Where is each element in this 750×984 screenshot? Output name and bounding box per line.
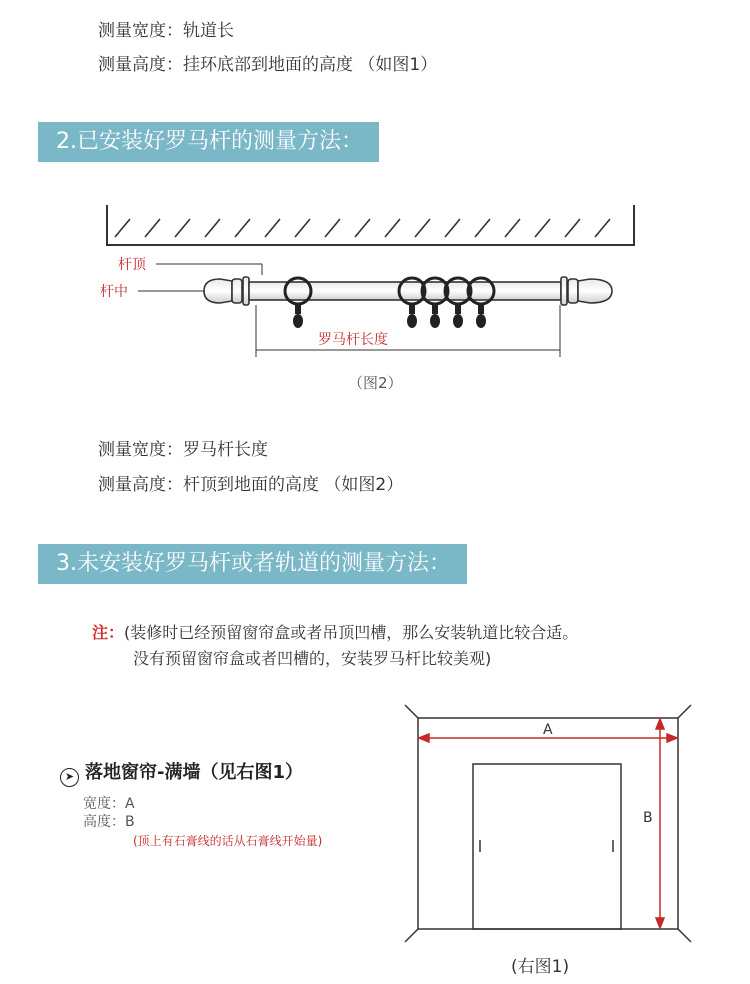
label-a: A bbox=[543, 722, 553, 738]
section-3-title: 3.未安装好罗马杆或者轨道的测量方法： bbox=[38, 544, 467, 584]
floor-curtain-item bbox=[60, 758, 303, 787]
ceiling-box bbox=[107, 205, 634, 245]
rod-length-label: 罗马杆长度 bbox=[318, 332, 388, 348]
rod-diagram bbox=[0, 195, 750, 405]
note-label: 注： bbox=[92, 623, 125, 642]
note-line-1: (装修时已经预留窗帘盒或者吊顶凹槽，那么安装轨道比较合适。 bbox=[124, 623, 579, 642]
dimension-b bbox=[656, 719, 664, 928]
label-rod-top: 杆顶 bbox=[118, 257, 146, 273]
note-block bbox=[92, 620, 578, 643]
wall-outline bbox=[418, 718, 678, 929]
figure-1-caption: (右图1) bbox=[511, 957, 570, 977]
ring-clips bbox=[293, 304, 486, 328]
width-a-line: 宽度：A bbox=[83, 796, 135, 812]
height-b-line: 高度：B bbox=[83, 814, 135, 830]
section-2-title: 2.已安装好罗马杆的测量方法： bbox=[38, 122, 379, 162]
label-b: B bbox=[643, 810, 653, 826]
measure-width-line-1: 测量宽度：轨道长 bbox=[98, 21, 234, 41]
label-rod-middle: 杆中 bbox=[100, 284, 128, 300]
curtain-rod bbox=[204, 277, 612, 305]
figure-2-caption: （图2） bbox=[348, 374, 403, 392]
right-arrow-circle-icon: ➤ bbox=[60, 768, 79, 787]
window-opening bbox=[473, 764, 621, 929]
floor-curtain-title: 落地窗帘-满墙（见右图1） bbox=[85, 762, 303, 783]
rod-length-dimension bbox=[256, 305, 560, 357]
measure-width-line-2: 测量宽度：罗马杆长度 bbox=[98, 440, 268, 460]
measure-height-line-1: 测量高度：挂环底部到地面的高度 （如图1） bbox=[98, 55, 438, 75]
plaster-line-hint: (顶上有石膏线的话从石膏线开始量) bbox=[133, 834, 323, 848]
wall-figure bbox=[395, 695, 705, 984]
measure-height-line-2: 测量高度：杆顶到地面的高度 （如图2） bbox=[98, 475, 404, 495]
note-line-2: 没有预留窗帘盒或者凹槽的，安装罗马杆比较美观) bbox=[133, 649, 492, 668]
